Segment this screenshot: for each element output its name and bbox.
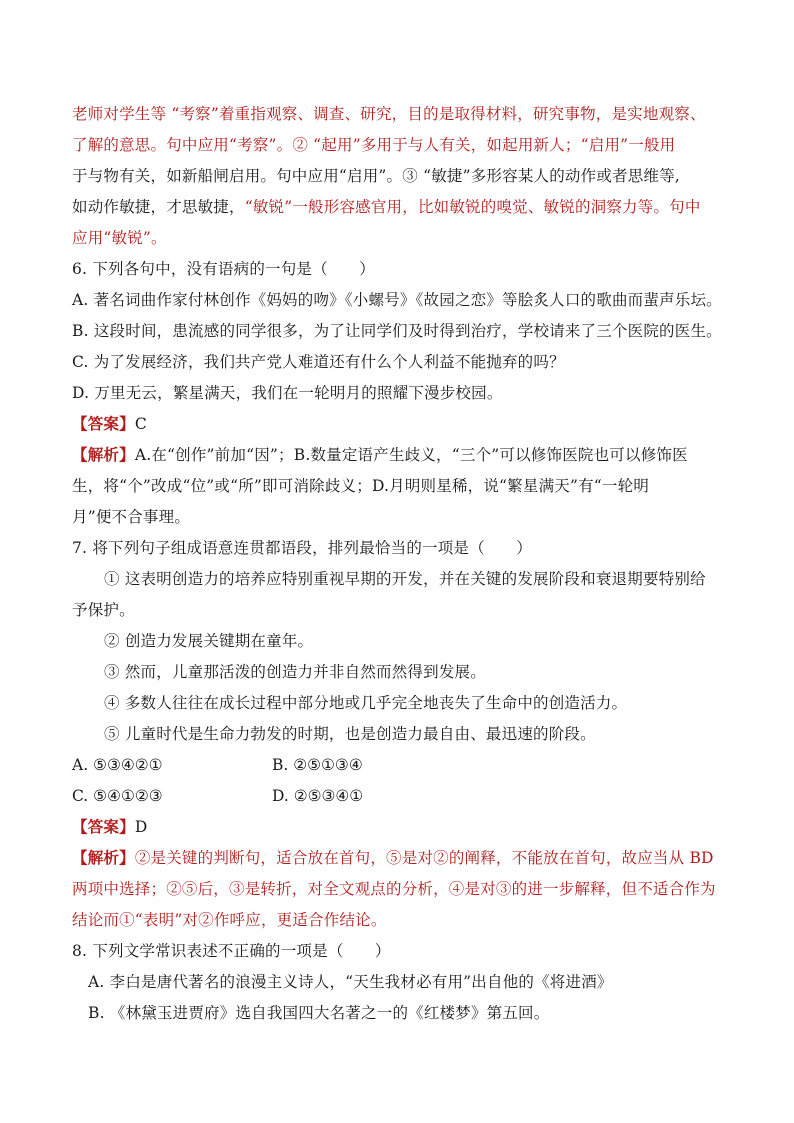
q7-sentence-5: ⑤ 儿童时代是生命力勃发的时期，也是创造力最自由、最迅速的阶段。 bbox=[104, 725, 596, 743]
q7-analysis-line-3: 结论而①“表明”对②作呼应，更适合作结论。 bbox=[72, 911, 387, 929]
q7-analysis-text-1: ②是关键的判断句，适合放在首句，⑤是对②的阐释，不能放在首句，故应当从 BD bbox=[134, 849, 714, 867]
q7-option-a: A. ⑤③④②① bbox=[72, 756, 163, 774]
q6-stem: 6. 下列各句中，没有语病的一句是（ ） bbox=[72, 260, 375, 278]
q7-option-d: D. ②⑤③④① bbox=[272, 787, 364, 805]
q7-answer-value: D bbox=[134, 818, 148, 836]
intro-line-4-part-b: “敏锐”一般形容感官用，比如敏锐的嗅觉、敏锐的洞察力等。句中 bbox=[244, 198, 701, 216]
intro-line-4 bbox=[72, 196, 701, 218]
q6-analysis-text-1: A.在“创作”前加“因”；B.数量定语产生歧义，“三个”可以修饰医院也可以修饰医 bbox=[134, 446, 688, 464]
intro-line-2: 了解的意思。句中应用“考察”。② “起用”多用于与人有关，如起用新人；“启用”一般用 bbox=[72, 136, 676, 154]
q7-sentence-4: ④ 多数人往往在成长过程中部分地或几乎完全地丧失了生命中的创造活力。 bbox=[104, 694, 628, 712]
q6-analysis-line-1 bbox=[72, 444, 688, 466]
q7-answer-tag: 【答案】 bbox=[72, 817, 135, 836]
q7-sentence-3: ③ 然而，儿童那活泼的创造力并非自然而然得到发展。 bbox=[104, 663, 486, 681]
q7-analysis-tag: 【解析】 bbox=[72, 848, 135, 867]
q7-option-c: C. ⑤④①②③ bbox=[72, 787, 163, 805]
intro-line-3: 于与物有关，如新船闸启用。句中应用“启用”。③ “敏捷”多形容某人的动作或者思维等, bbox=[72, 167, 680, 185]
q6-analysis-line-3: 月”便不合事理。 bbox=[72, 508, 191, 526]
q8-option-a: A. 李白是唐代著名的浪漫主义诗人，“天生我材必有用”出自他的《将进酒》 bbox=[88, 973, 613, 991]
q8-stem: 8. 下列文学常识表述不正确的一项是（ ） bbox=[72, 942, 391, 960]
q6-option-c: C. 为了发展经济，我们共产党人难道还有什么个人利益不能抛弃的吗？ bbox=[72, 353, 565, 371]
q7-answer bbox=[72, 816, 147, 838]
intro-line-1: 老师对学生等 “考察”着重指观察、调查、研究，目的是取得材料，研究事物，是实地观察、 bbox=[72, 105, 706, 123]
intro-line-4-part-a: 如动作敏捷，才思敏捷， bbox=[72, 198, 245, 216]
q7-sentence-2: ② 创造力发展关键期在童年。 bbox=[104, 632, 314, 650]
q6-option-a: A. 著名词曲作家付林创作《妈妈的吻》《小螺号》《故园之恋》等脍炙人口的歌曲而蜚声乐坛。 bbox=[72, 291, 722, 309]
intro-line-5: 应用“敏锐”。 bbox=[72, 229, 167, 247]
q7-option-b: B. ②⑤①③④ bbox=[272, 756, 363, 774]
q7-analysis-line-1 bbox=[72, 847, 714, 869]
q7-sentence-1a: ① 这表明创造力的培养应特别重视早期的开发，并在关键的发展阶段和衰退期要特别给 bbox=[104, 570, 706, 588]
q7-stem: 7. 将下列句子组成语意连贯都语段，排列最恰当的一项是（ ） bbox=[72, 539, 532, 557]
q7-sentence-1b: 予保护。 bbox=[72, 601, 135, 619]
q8-option-b: B. 《林黛玉进贾府》选自我国四大名著之一的《红楼梦》第五回。 bbox=[88, 1004, 550, 1022]
q6-answer-tag: 【答案】 bbox=[72, 414, 135, 433]
q6-answer bbox=[72, 413, 147, 435]
q6-analysis-line-2: 生，将“个”改成“位”或“所”即可消除歧义；D.月明则星稀，说“繁星满天”有“一轮明 bbox=[72, 477, 650, 495]
q7-analysis-line-2: 两项中选择；②⑤后，③是转折，对全文观点的分析，④是对③的进一步解释，但不适合作为 bbox=[72, 880, 716, 898]
q6-option-b: B. 这段时间，患流感的同学很多，为了让同学们及时得到治疗，学校请来了三个医院的医生。 bbox=[72, 322, 722, 340]
q6-answer-value: C bbox=[134, 415, 147, 433]
q6-option-d: D. 万里无云，繁星满天，我们在一轮明月的照耀下漫步校园。 bbox=[72, 384, 503, 402]
q6-analysis-tag: 【解析】 bbox=[72, 445, 135, 464]
